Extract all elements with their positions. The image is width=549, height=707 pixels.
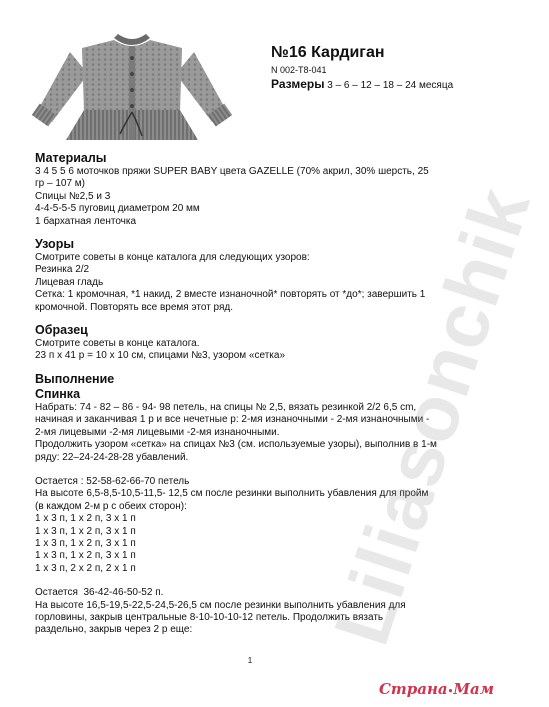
materials-line: 4-4-5-5-5 пуговиц диаметром 20 мм xyxy=(35,203,200,215)
sizes-label: Размеры xyxy=(271,77,325,91)
pattern-header xyxy=(271,44,486,93)
neckline-line: горловины, закрыв центральные 8-10-10-10-12 петель. Продолжить вязать xyxy=(35,611,384,623)
watermark-text: Liliasonchik xyxy=(316,175,548,655)
patterns-line: Лицевая гладь xyxy=(35,276,104,288)
materials-line: 3 4 5 5 6 моточков пряжи SUPER BABY цвета GAZELLE (70% акрил, 30% шерсть, 25 xyxy=(35,166,429,177)
logo-dot: • xyxy=(447,687,454,697)
back-line: Набрать: 74 - 82 – 86 - 94- 98 петель, на спицы № 2,5, вязать резинкой 2/2 6,5 cm, xyxy=(35,401,417,413)
pattern-title: №16 Кардиган xyxy=(271,44,385,61)
cardigan-illustration xyxy=(30,22,234,146)
back-subheading: Спинка xyxy=(35,386,81,401)
materials-line: гр – 107 м) xyxy=(35,178,85,190)
materials-line: 1 бархатная ленточка xyxy=(35,215,137,227)
armhole-line: 1 х 3 п, 2 х 2 п, 2 х 1 п xyxy=(35,562,136,574)
sizes-value: 3 – 6 – 12 – 18 – 24 месяца xyxy=(327,80,454,91)
patterns-heading: Узоры xyxy=(35,237,75,252)
patterns-line: Сетка: 1 кромочная, *1 накид, 2 вместе изнаночной* повторять от *до*; завершить 1 xyxy=(35,289,426,301)
back-line: Продолжить узором «сетка» на спицах №3 (см. используемые узоры), выполнив в 1-м xyxy=(35,439,437,451)
sample-line: Смотрите советы в конце каталога. xyxy=(35,338,200,350)
neckline-line: Остается 36-42-46-50-52 п. xyxy=(35,587,164,599)
pattern-body xyxy=(35,151,475,637)
neckline-line: На высоте 16,5-19,5-22,5-24,5-26,5 см после резинки выполнить убавления для xyxy=(35,599,406,611)
pattern-sizes xyxy=(271,77,486,93)
armhole-line: Остается : 52-58-62-66-70 петель xyxy=(35,475,190,487)
materials-heading: Материалы xyxy=(35,151,107,165)
patterns-line: кромочной. Повторять все время этот ряд. xyxy=(35,301,234,313)
page-number: 1 xyxy=(247,656,253,665)
neckline-line: раздельно, закрыв через 2 р еще: xyxy=(35,624,193,636)
sample-heading: Образец xyxy=(35,323,88,338)
armhole-line: (в каждом 2-м р с обеих сторон): xyxy=(35,500,187,512)
materials-line: Спицы №2,5 и 3 xyxy=(35,190,111,202)
armhole-line: 1 х 3 п, 1 х 2 п, 3 х 1 п xyxy=(35,525,136,537)
cardigan-photo xyxy=(30,22,234,146)
logo-text-a: Страна xyxy=(378,680,448,698)
armhole-line: 1 х 3 п, 1 х 2 п, 3 х 1 п xyxy=(35,513,136,525)
execution-heading: Выполнение xyxy=(35,371,115,386)
back-line: начиная и заканчивая 1 р и все нечетные р: 2-мя изнаночными - 2-мя изнаночными - xyxy=(35,414,430,426)
back-line: ряду: 22–24-24-28-28 убавлений. xyxy=(35,451,189,463)
armhole-line: На высоте 6,5-8,5-10,5-11,5- 12,5 см после резинки выполнить убавления для пройм xyxy=(35,488,429,500)
patterns-line: Резинка 2/2 xyxy=(35,264,90,276)
patterns-line: Смотрите советы в конце каталога для следующих узоров: xyxy=(35,252,310,264)
pattern-code: N 002-T8-041 xyxy=(271,65,327,75)
sample-line: 23 п х 41 р = 10 х 10 см, спицами №3, узором «сетка» xyxy=(35,350,286,362)
armhole-line: 1 х 3 п, 1 х 2 п, 3 х 1 п xyxy=(35,537,136,549)
back-line: 2-мя лицевыми -2-мя лицевыми -2-мя изнаночными. xyxy=(35,426,280,438)
site-logo xyxy=(379,680,494,698)
armhole-line: 1 х 3 п, 1 х 2 п, 3 х 1 п xyxy=(35,550,136,562)
logo-text-b: Мам xyxy=(453,680,494,698)
